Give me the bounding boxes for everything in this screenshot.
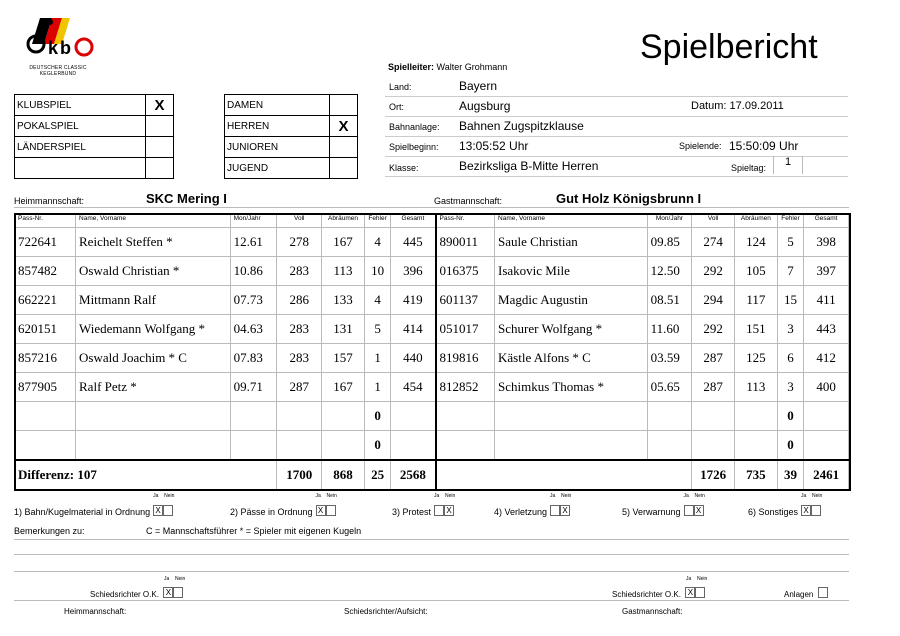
game-type-mark[interactable] <box>146 137 174 158</box>
heim-mon-jahr-cell[interactable]: 09.71 <box>230 373 277 402</box>
heim-voll-cell[interactable]: 278 <box>277 228 322 257</box>
heim-player-name-cell[interactable]: Oswald Joachim * C <box>76 344 231 373</box>
heim-voll-cell[interactable]: 286 <box>277 286 322 315</box>
sign-schiri[interactable]: Schiedsrichter/Aufsicht: <box>344 607 428 616</box>
info-row-land: Land: Bayern <box>385 76 848 97</box>
gast-mon-jahr-cell[interactable]: 12.50 <box>647 257 692 286</box>
nein-label: Nein <box>445 493 456 499</box>
total-cell: 735 <box>735 460 778 490</box>
spielleiter-value: Walter Grohmann <box>436 62 508 72</box>
heim-gesamt-cell[interactable]: 396 <box>391 257 436 286</box>
ja-label: Ja <box>315 493 321 499</box>
heim-pass-nr-cell[interactable]: 857216 <box>15 344 76 373</box>
gast-abraeumen-cell[interactable]: 105 <box>735 257 778 286</box>
schiri-right: Ja Nein $_{Schiedsrichter O.K.}$ X <box>612 576 708 599</box>
spieltag-label: Spieltag: <box>731 163 767 173</box>
svg-text:b: b <box>60 38 71 58</box>
heim-gesamt-cell[interactable] <box>391 402 436 431</box>
ja-checkbox[interactable]: X <box>316 505 326 516</box>
sign-gast[interactable]: Gastmannschaft: <box>622 607 683 616</box>
gast-mon-jahr-cell[interactable] <box>647 402 692 431</box>
heim-player-name-cell[interactable] <box>76 402 231 431</box>
category-label: JUNIOREN <box>225 137 330 158</box>
check-item <box>392 493 456 517</box>
gast-voll-cell[interactable] <box>692 431 735 461</box>
gast-team[interactable]: Gut Holz Königsbrunn I <box>556 191 702 206</box>
player-row <box>15 431 849 461</box>
heim-gesamt-cell[interactable]: 445 <box>391 228 436 257</box>
total-cell: 25 <box>364 460 390 490</box>
game-type-mark[interactable] <box>146 116 174 137</box>
heim-pass-nr-cell[interactable] <box>15 402 76 431</box>
gast-gesamt-cell[interactable] <box>804 431 849 461</box>
heim-pass-nr-cell[interactable]: 620151 <box>15 315 76 344</box>
game-type-mark[interactable]: X <box>146 95 174 116</box>
gast-voll-cell[interactable]: 294 <box>692 286 735 315</box>
total-cell: 868 <box>322 460 365 490</box>
gast-fehler-cell[interactable]: 7 <box>777 257 803 286</box>
player-row <box>15 286 849 315</box>
heim-pass-nr-cell[interactable] <box>15 431 76 461</box>
heim-abraeumen-cell[interactable]: 131 <box>322 315 365 344</box>
col-header: Voll <box>277 214 322 228</box>
gast-fehler-cell[interactable]: 0 <box>777 431 803 461</box>
schiri-left-ja-checkbox[interactable]: X <box>163 587 173 598</box>
heim-player-name-cell[interactable]: Mittmann Ralf <box>76 286 231 315</box>
heim-fehler-cell[interactable]: 1 <box>364 344 390 373</box>
bahnanlage-value[interactable]: Bahnen Zugspitzklause <box>459 119 584 133</box>
gast-pass-nr-cell[interactable] <box>436 431 495 461</box>
heim-voll-cell[interactable]: 283 <box>277 257 322 286</box>
check-item <box>748 493 823 517</box>
spielbeginn-value[interactable]: 13:05:52 Uhr <box>459 139 529 153</box>
heim-team[interactable]: SKC Mering I <box>146 191 227 206</box>
anlagen-checkbox[interactable] <box>818 587 828 598</box>
gast-voll-cell[interactable] <box>692 402 735 431</box>
player-row <box>15 257 849 286</box>
col-header: Abräumen <box>735 214 778 228</box>
total-cell: 1700 <box>277 460 322 490</box>
heim-fehler-cell[interactable]: 0 <box>364 402 390 431</box>
check-item-label: 1) Bahn/Kugelmaterial in Ordnung <box>14 507 151 517</box>
schiri-right-nein-checkbox[interactable] <box>695 587 705 598</box>
player-row <box>15 228 849 257</box>
gast-player-name-cell[interactable]: Saule Christian <box>495 228 648 257</box>
gast-pass-nr-cell[interactable]: 890011 <box>436 228 495 257</box>
remark-line[interactable] <box>14 554 849 555</box>
gast-player-name-cell[interactable] <box>495 402 648 431</box>
gast-pass-nr-cell[interactable]: 601137 <box>436 286 495 315</box>
info-row-spielbeginn: Spielbeginn: 13:05:52 Uhr Spielende: 15:50:09 Uhr <box>385 136 848 157</box>
category-label: HERREN <box>225 116 330 137</box>
gast-pass-nr-cell[interactable]: 819816 <box>436 344 495 373</box>
heim-voll-cell[interactable]: 283 <box>277 344 322 373</box>
total-cell: 2461 <box>804 460 849 490</box>
heim-player-name-cell[interactable] <box>76 431 231 461</box>
gast-abraeumen-cell[interactable]: 113 <box>735 373 778 402</box>
gast-pass-nr-cell[interactable]: 812852 <box>436 373 495 402</box>
col-header: Gesamt <box>391 214 436 228</box>
nein-label: Nein <box>164 493 175 499</box>
spielleiter-label: Spielleiter: Walter Grohmann <box>388 62 508 72</box>
heim-mon-jahr-cell[interactable] <box>230 431 277 461</box>
heim-voll-cell[interactable]: 283 <box>277 315 322 344</box>
gast-mon-jahr-cell[interactable]: 03.59 <box>647 344 692 373</box>
logo-line1: DEUTSCHER CLASSIC <box>29 65 87 71</box>
total-cell: 39 <box>777 460 803 490</box>
gast-mon-jahr-cell[interactable] <box>647 431 692 461</box>
col-header: Pass-Nr. <box>436 214 495 228</box>
gast-pass-nr-cell[interactable]: 016375 <box>436 257 495 286</box>
diff-value: 107 <box>77 467 97 482</box>
gast-label: Gastmannschaft: <box>434 196 503 206</box>
diff-cell: Differenz: 107 <box>15 460 277 490</box>
nein-checkbox[interactable] <box>163 505 173 516</box>
heim-label: Heimmannschaft: <box>14 196 85 206</box>
gast-voll-cell[interactable]: 274 <box>692 228 735 257</box>
gast-gesamt-cell[interactable]: 398 <box>804 228 849 257</box>
heim-voll-cell[interactable] <box>277 402 322 431</box>
check-item <box>622 493 705 517</box>
schiri-left-nein-checkbox[interactable] <box>173 587 183 598</box>
gast-abraeumen-cell[interactable] <box>735 431 778 461</box>
sign-heim[interactable]: Heimmannschaft: <box>64 607 127 616</box>
spieltag-value[interactable]: 1 <box>773 156 803 174</box>
datum-value[interactable]: 17.09.2011 <box>729 100 784 112</box>
schiri-left: Ja Nein $_{Schiedsrichter O.K.}$ X <box>90 576 186 599</box>
gast-gesamt-cell[interactable]: 412 <box>804 344 849 373</box>
page-title: Spielbericht <box>640 28 818 66</box>
heim-abraeumen-cell[interactable]: 157 <box>322 344 365 373</box>
heim-mon-jahr-cell[interactable]: 04.63 <box>230 315 277 344</box>
total-cell: 1726 <box>692 460 735 490</box>
heim-gesamt-cell[interactable] <box>391 431 436 461</box>
heim-voll-cell[interactable]: 287 <box>277 373 322 402</box>
ja-label: Ja <box>153 493 159 499</box>
nein-checkbox[interactable]: X <box>444 505 454 516</box>
logo-line2: KEGLERBUND <box>39 71 77 77</box>
heim-voll-cell[interactable] <box>277 431 322 461</box>
game-type-label: POKALSPIEL <box>15 116 146 137</box>
gast-player-name-cell[interactable]: Magdic Augustin <box>495 286 648 315</box>
check-item <box>230 493 337 517</box>
gast-player-name-cell[interactable]: Kästle Alfons * C <box>495 344 648 373</box>
bemerkungen-text: C = Mannschaftsführer * = Spieler mit eigenen Kugeln <box>146 526 362 536</box>
ja-label: Ja <box>550 493 556 499</box>
info-row-ort: Ort: Augsburg Datum: 17.09.2011 <box>385 96 848 117</box>
col-header: Mon/Jahr <box>647 214 692 228</box>
gast-fehler-cell[interactable]: 5 <box>777 228 803 257</box>
nein-checkbox[interactable]: X <box>694 505 704 516</box>
totals-row <box>15 460 849 490</box>
check-item-label: 6) Sonstiges <box>748 507 799 517</box>
gast-mon-jahr-cell[interactable]: 05.65 <box>647 373 692 402</box>
spielende-label: Spielende: <box>679 141 722 151</box>
col-header: Mon/Jahr <box>230 214 277 228</box>
heim-pass-nr-cell[interactable]: 877905 <box>15 373 76 402</box>
heim-abraeumen-cell[interactable]: 113 <box>322 257 365 286</box>
check-item-label: 4) Verletzung <box>494 507 548 517</box>
player-row <box>15 344 849 373</box>
ja-label: Ja <box>683 493 689 499</box>
ja-checkbox[interactable] <box>434 505 444 516</box>
klasse-value[interactable]: Bezirksliga B-Mitte Herren <box>459 159 599 173</box>
category-mark[interactable] <box>330 95 358 116</box>
heim-abraeumen-cell[interactable]: 167 <box>322 373 365 402</box>
game-type-mark[interactable] <box>146 158 174 179</box>
category-label: JUGEND <box>225 158 330 179</box>
gast-voll-cell[interactable]: 292 <box>692 257 735 286</box>
heim-mon-jahr-cell[interactable] <box>230 402 277 431</box>
game-type-label: LÄNDERSPIEL <box>15 137 146 158</box>
anlagen: Anlagen <box>784 584 828 602</box>
score-table <box>14 213 849 490</box>
gast-mon-jahr-cell[interactable]: 11.60 <box>647 315 692 344</box>
heim-abraeumen-cell[interactable]: 167 <box>322 228 365 257</box>
info-row-bahnanlage: Bahnanlage: Bahnen Zugspitzklause <box>385 116 848 137</box>
nein-label: Nein <box>694 493 705 499</box>
game-type-label <box>15 158 146 179</box>
gast-abraeumen-cell[interactable]: 151 <box>735 315 778 344</box>
logo-graphic-icon <box>18 14 98 60</box>
check-item <box>494 493 572 517</box>
total-cell-empty <box>436 460 692 490</box>
gast-fehler-cell[interactable]: 15 <box>777 286 803 315</box>
category-mark[interactable] <box>330 158 358 179</box>
gast-pass-nr-cell[interactable]: 051017 <box>436 315 495 344</box>
heim-pass-nr-cell[interactable]: 722641 <box>15 228 76 257</box>
gast-gesamt-cell[interactable]: 400 <box>804 373 849 402</box>
heim-abraeumen-cell[interactable] <box>322 402 365 431</box>
ja-label: Ja <box>801 493 807 499</box>
gast-gesamt-cell[interactable]: 397 <box>804 257 849 286</box>
category-table <box>224 94 358 179</box>
score-header-row <box>15 214 849 228</box>
heim-fehler-cell[interactable]: 10 <box>364 257 390 286</box>
col-header: Voll <box>692 214 735 228</box>
col-header: Name, Vorname <box>495 214 648 228</box>
spielende-value[interactable]: 15:50:09 Uhr <box>729 139 799 153</box>
heim-player-name-cell[interactable]: Wiedemann Wolfgang * <box>76 315 231 344</box>
gast-player-name-cell[interactable] <box>495 431 648 461</box>
gast-player-name-cell[interactable]: Schimkus Thomas * <box>495 373 648 402</box>
heim-abraeumen-cell[interactable]: 133 <box>322 286 365 315</box>
gast-mon-jahr-cell[interactable]: 09.85 <box>647 228 692 257</box>
ort-value[interactable]: Augsburg <box>459 99 511 113</box>
ja-checkbox[interactable] <box>550 505 560 516</box>
gast-voll-cell[interactable]: 287 <box>692 373 735 402</box>
heim-mon-jahr-cell[interactable]: 07.73 <box>230 286 277 315</box>
total-cell: 2568 <box>391 460 436 490</box>
gast-fehler-cell[interactable]: 3 <box>777 315 803 344</box>
gast-abraeumen-cell[interactable]: 117 <box>735 286 778 315</box>
land-value[interactable]: Bayern <box>459 79 498 93</box>
col-header: Fehler <box>777 214 803 228</box>
player-row <box>15 315 849 344</box>
bemerkungen-label: Bemerkungen zu: <box>14 526 85 536</box>
dkbc-logo <box>18 14 98 77</box>
gast-fehler-cell[interactable]: 0 <box>777 402 803 431</box>
heim-fehler-cell[interactable]: 1 <box>364 373 390 402</box>
game-type-table <box>14 94 174 179</box>
game-type-label: KLUBSPIEL <box>15 95 146 116</box>
check-item <box>14 493 175 517</box>
heim-fehler-cell[interactable]: 4 <box>364 228 390 257</box>
heim-abraeumen-cell[interactable] <box>322 431 365 461</box>
gast-mon-jahr-cell[interactable]: 08.51 <box>647 286 692 315</box>
heim-fehler-cell[interactable]: 4 <box>364 286 390 315</box>
info-row-klasse: Klasse: Bezirksliga B-Mitte Herren Spieltag: 1 <box>385 156 848 177</box>
gast-abraeumen-cell[interactable]: 125 <box>735 344 778 373</box>
nein-checkbox[interactable]: X <box>560 505 570 516</box>
heim-gesamt-cell[interactable]: 440 <box>391 344 436 373</box>
gast-gesamt-cell[interactable] <box>804 402 849 431</box>
heim-mon-jahr-cell[interactable]: 07.83 <box>230 344 277 373</box>
nein-label: Nein <box>326 493 337 499</box>
remark-line[interactable] <box>14 539 849 540</box>
datum: Datum: 17.09.2011 <box>691 100 784 112</box>
ja-checkbox[interactable] <box>684 505 694 516</box>
heim-fehler-cell[interactable]: 5 <box>364 315 390 344</box>
nein-checkbox[interactable] <box>326 505 336 516</box>
gast-gesamt-cell[interactable]: 411 <box>804 286 849 315</box>
gast-pass-nr-cell[interactable] <box>436 402 495 431</box>
col-header: Fehler <box>364 214 390 228</box>
heim-gesamt-cell[interactable]: 419 <box>391 286 436 315</box>
gast-abraeumen-cell[interactable] <box>735 402 778 431</box>
heim-mon-jahr-cell[interactable]: 10.86 <box>230 257 277 286</box>
heim-pass-nr-cell[interactable]: 662221 <box>15 286 76 315</box>
ja-checkbox[interactable]: X <box>153 505 163 516</box>
gast-voll-cell[interactable]: 287 <box>692 344 735 373</box>
heim-gesamt-cell[interactable]: 454 <box>391 373 436 402</box>
check-item-label: 2) Pässe in Ordnung <box>230 507 313 517</box>
heim-mon-jahr-cell[interactable]: 12.61 <box>230 228 277 257</box>
ja-label: Ja <box>434 493 440 499</box>
heim-player-name-cell[interactable]: Ralf Petz * <box>76 373 231 402</box>
category-mark[interactable] <box>330 137 358 158</box>
nein-label: Nein <box>561 493 572 499</box>
remark-line[interactable] <box>14 571 849 572</box>
gast-player-name-cell[interactable]: Schurer Wolfgang * <box>495 315 648 344</box>
nein-checkbox[interactable] <box>811 505 821 516</box>
col-header: Gesamt <box>804 214 849 228</box>
check-item-label: 3) Protest <box>392 507 432 517</box>
heim-pass-nr-cell[interactable]: 857482 <box>15 257 76 286</box>
signature-line <box>14 600 849 601</box>
category-mark[interactable]: X <box>330 116 358 137</box>
col-header: Abräumen <box>322 214 365 228</box>
heim-fehler-cell[interactable]: 0 <box>364 431 390 461</box>
col-header: Name, Vorname <box>76 214 231 228</box>
team-header-divider <box>14 207 849 208</box>
gast-gesamt-cell[interactable]: 443 <box>804 315 849 344</box>
nein-label: Nein <box>812 493 823 499</box>
gast-abraeumen-cell[interactable]: 124 <box>735 228 778 257</box>
gast-fehler-cell[interactable]: 6 <box>777 344 803 373</box>
schiri-right-ja-checkbox[interactable]: X <box>685 587 695 598</box>
check-item-label: 5) Verwarnung <box>622 507 681 517</box>
player-row <box>15 402 849 431</box>
heim-player-name-cell[interactable]: Reichelt Steffen * <box>76 228 231 257</box>
player-row <box>15 373 849 402</box>
gast-voll-cell[interactable]: 292 <box>692 315 735 344</box>
ja-checkbox[interactable]: X <box>801 505 811 516</box>
category-label: DAMEN <box>225 95 330 116</box>
col-header: Pass-Nr. <box>15 214 76 228</box>
heim-gesamt-cell[interactable]: 414 <box>391 315 436 344</box>
gast-fehler-cell[interactable]: 3 <box>777 373 803 402</box>
gast-player-name-cell[interactable]: Isakovic Mile <box>495 257 648 286</box>
svg-text:k: k <box>48 38 59 58</box>
heim-player-name-cell[interactable]: Oswald Christian * <box>76 257 231 286</box>
